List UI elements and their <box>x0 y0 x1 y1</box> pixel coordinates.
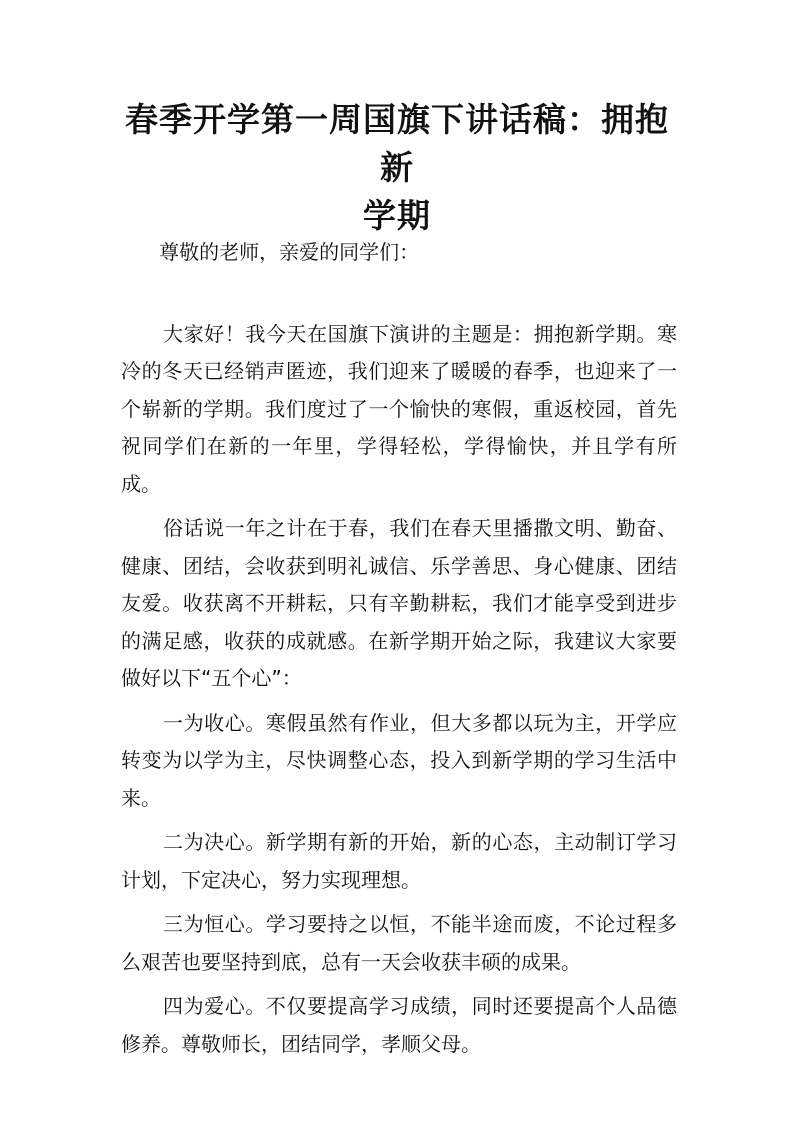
text-line: 寒冷的冬天已经销声匿迹，我们迎来了暖暖的春季，也迎来 <box>121 321 677 383</box>
body-paragraph <box>121 510 677 698</box>
text-line: 应转变为以学为主，尽快调整心态，投入到新学期的学习生 <box>121 710 677 772</box>
text-line: 二为决心。新学期有新的开始，新的心态，主动制订学 <box>163 830 657 854</box>
text-line: 了一个崭新的学期。我们度过了一个愉快的寒假，重返校园， <box>121 359 678 421</box>
text-line: 习计划，下定决心，努力实现理想。 <box>121 830 677 892</box>
salutation-paragraph <box>121 196 677 309</box>
text-line: 俗话说一年之计在于春，我们在春天里播撒文明、勤奋、 <box>163 516 677 540</box>
body-paragraph <box>121 316 677 504</box>
title-line: 学期 <box>363 196 431 235</box>
text-line: 四为爱心。不仅要提高学习成绩，同时还要提高个人品 <box>163 994 657 1018</box>
body-paragraph <box>121 906 677 981</box>
text-line: 大家要做好以下“五个心”： <box>121 628 678 690</box>
body-paragraph <box>121 824 677 899</box>
text-line: 大家好！我今天在国旗下演讲的主题是：拥抱新学期。 <box>163 321 657 346</box>
text-line: 一为收心。寒假虽然有作业，但大多都以玩为主，开学 <box>163 710 657 735</box>
text-line: 进步的满足感，收获的成就感。在新学期开始之际，我建议 <box>121 591 678 653</box>
text-line: 健康、团结，会收获到明礼诚信、乐学善思、身心健康、团 <box>121 553 657 578</box>
text-line: 多么艰苦也要坚持到底，总有一天会收获丰硕的成果。 <box>121 912 677 974</box>
body-paragraph <box>121 988 677 1063</box>
body-paragraph <box>121 705 677 818</box>
text-line: 德修养。尊敬师长，团结同学，孝顺父母。 <box>121 994 677 1056</box>
text-line: 活中来。 <box>121 748 678 810</box>
title-line: 春季开学第一周国旗下讲话稿：拥抱新 <box>125 100 669 187</box>
text-line: 首先祝同学们在新的一年里，学得轻松，学得愉快，并且学 <box>121 396 678 458</box>
text-line: 三为恒心。学习要持之以恒，不能半途而废，不论过程 <box>163 912 657 936</box>
text-line: 有所成。 <box>121 434 678 496</box>
document-body <box>121 196 677 1070</box>
text-line: 尊敬的老师，亲爱的同学们： <box>159 239 420 264</box>
text-line: 结友爱。收获离不开耕耘，只有辛勤耕耘，我们才能享受到 <box>121 553 677 615</box>
